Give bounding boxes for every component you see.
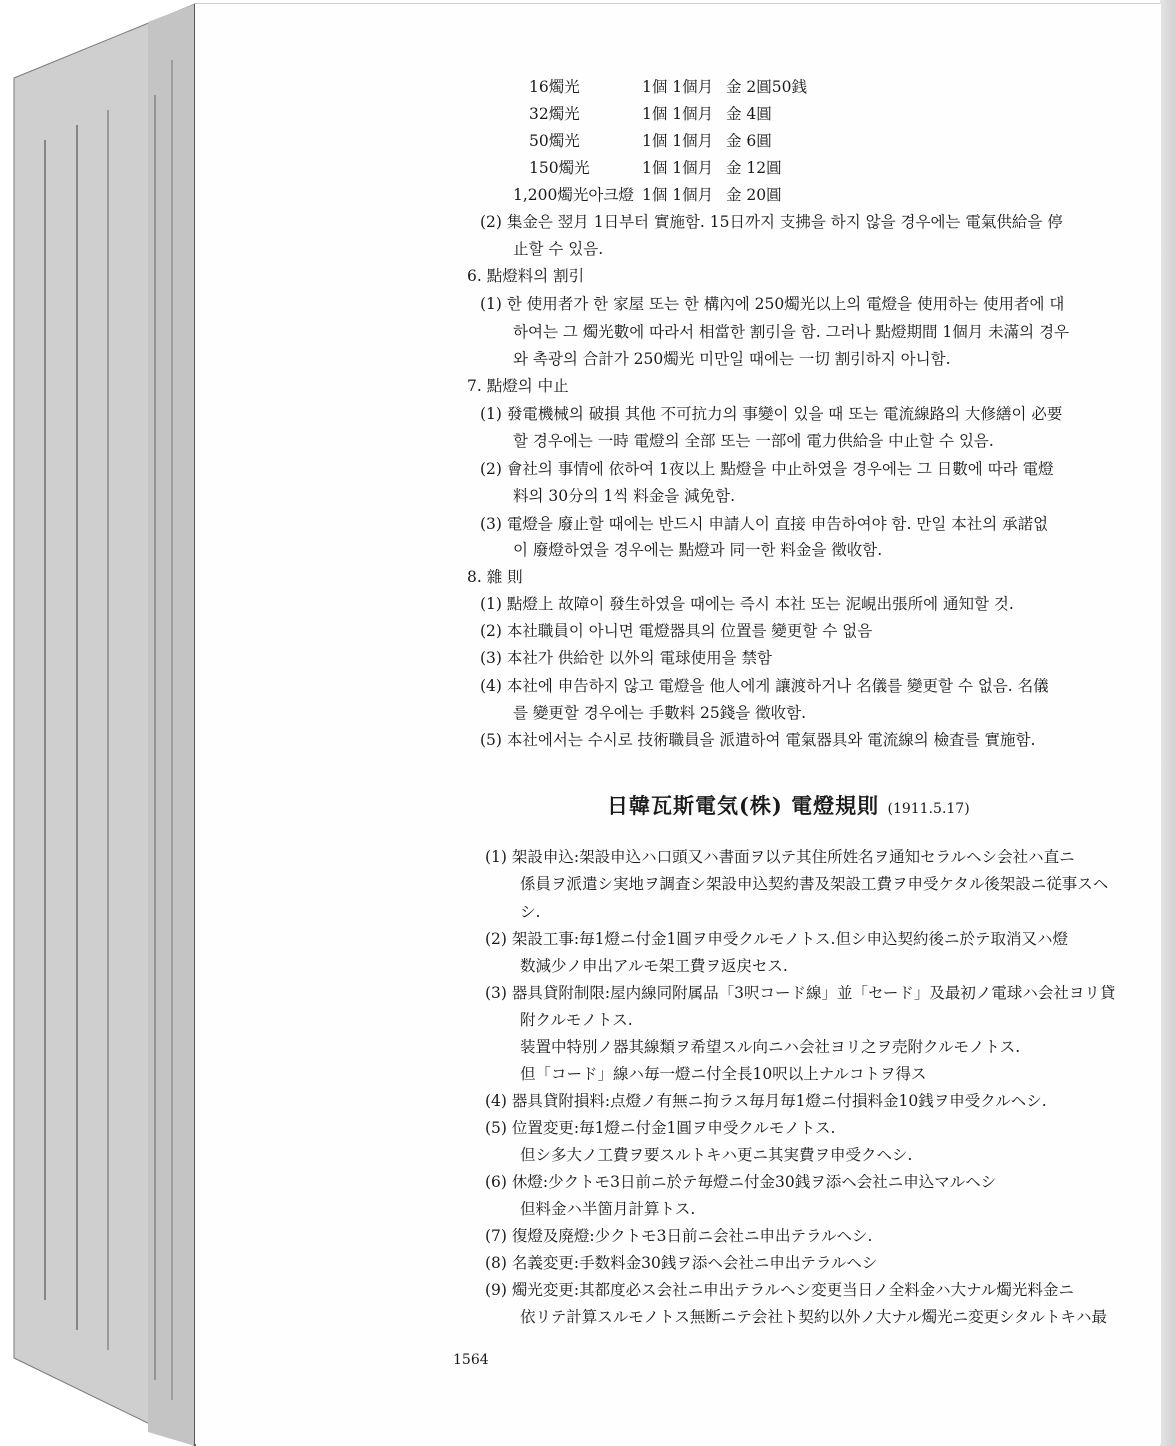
rule-line: (2) 架設工事:毎1燈ニ付金1圓ヲ申受クルモノトス.但シ申込契約後ニ於テ取消又ハ燈 <box>485 930 1068 948</box>
rate-price: 金 2圓50銭 <box>726 78 808 96</box>
text-line: (5) 本社에서는 수시로 技術職員을 派遣하여 電氣器具와 電流線의 檢査를 實施함. <box>480 731 1036 749</box>
text-line: 料의 30分의 1씩 料金을 減免함. <box>513 487 736 505</box>
rule-line: (6) 休燈:少クトモ3日前ニ於テ毎燈ニ付金30銭ヲ添ヘ会社ニ申込マルヘシ <box>485 1173 997 1191</box>
rule-line: (3) 器具貸附制限:屋内線同附属品「3呎コード線」並「セード」及最初ノ電球ハ会社ヨリ貸 <box>485 984 1116 1002</box>
text-line: 6. 點燈料의 割引 <box>467 267 585 285</box>
rate-price: 金 20圓 <box>726 186 782 204</box>
rule-line: 係員ヲ派遣シ実地ヲ調査シ架設申込契約書及架設工費ヲ申受ケタル後架設ニ従事スヘ <box>520 875 1109 893</box>
rate-unit: 1個 1個月 <box>642 132 714 150</box>
rule-line: 但「コード」線ハ毎一燈ニ付全長10呎以上ナルコトヲ得ス <box>520 1065 927 1083</box>
text-line: 止할 수 있음. <box>513 240 604 258</box>
text-line: (4) 本社에 申告하지 않고 電燈을 他人에게 讓渡하거나 名儀를 變更할 수 없음. 名儀 <box>480 677 1049 695</box>
rule-line: (7) 復燈及廃燈:少クトモ3日前ニ会社ニ申出テラルヘシ. <box>485 1227 873 1245</box>
document-title <box>607 790 970 820</box>
text-line: 를 變更할 경우에는 手數料 25錢을 徵收함. <box>513 704 807 722</box>
text-line: (2) 集金은 翌月 1日부터 實施함. 15日까지 支拂을 하지 않을 경우에는 電氣供給을 停 <box>480 213 1063 231</box>
text-line: (1) 發電機械의 破損 其他 不可抗力의 事變이 있을 때 또는 電流線路의 大修繕이 必要 <box>480 405 1063 423</box>
text-line: (2) 本社職員이 아니면 電燈器具의 位置를 變更할 수 없음 <box>480 622 873 640</box>
text-line: 하여는 그 燭光數에 따라서 相當한 割引을 함. 그러나 點燈期間 1個月 未滿의 경우 <box>513 323 1070 341</box>
text-line: (2) 會社의 事情에 依하여 1夜以上 點燈을 中止하였을 경우에는 그 日數에 따라 電燈 <box>480 460 1054 478</box>
rate-lamp: 32燭光 <box>529 105 580 123</box>
rate-lamp: 1,200燭光아크燈 <box>513 186 634 204</box>
rate-unit: 1個 1個月 <box>642 159 714 177</box>
rate-lamp: 150燭光 <box>529 159 590 177</box>
page-right-shadow <box>1160 0 1175 1446</box>
rule-line: (5) 位置変更:毎1燈ニ付金1圓ヲ申受クルモノトス. <box>485 1119 836 1137</box>
text-line: 이 廢燈하였을 경우에는 點燈과 同一한 料金을 徵收함. <box>513 541 883 559</box>
text-line: (1) 한 使用者가 한 家屋 또는 한 構內에 250燭光以上의 電燈을 使用하는 使用者에 대 <box>480 295 1065 313</box>
rate-lamp: 50燭光 <box>529 132 580 150</box>
rate-price: 金 4圓 <box>726 105 772 123</box>
text-line: 7. 點燈의 中止 <box>467 377 569 395</box>
rule-line: 装置中特別ノ器其線類ヲ希望スル向ニハ会社ヨリ之ヲ売附クルモノトス. <box>520 1038 1021 1056</box>
page-number: 1564 <box>453 1352 489 1368</box>
rule-line: (4) 器具貸附損料:点燈ノ有無ニ拘ラス毎月毎1燈ニ付損料金10銭ヲ申受クルヘシ. <box>485 1092 1047 1110</box>
rule-line: シ. <box>520 903 541 921</box>
rate-unit: 1個 1個月 <box>642 186 714 204</box>
text-line: 와 촉광의 合計가 250燭光 미만일 때에는 一切 割引하지 아니함. <box>513 350 951 368</box>
rate-unit: 1個 1個月 <box>642 78 714 96</box>
text-line: (1) 點燈上 故障이 發生하였을 때에는 즉시 本社 또는 泥峴出張所에 通知할 것. <box>480 595 1014 613</box>
text-line: (3) 本社가 供給한 以外의 電球使用을 禁함 <box>480 649 772 667</box>
document-page <box>195 4 1161 1444</box>
rule-line: 但シ多大ノ工費ヲ要スルトキハ更ニ其実費ヲ申受クヘシ. <box>520 1146 913 1164</box>
text-line: 할 경우에는 一時 電燈의 全部 또는 一部에 電力供給을 中止할 수 있음. <box>513 432 994 450</box>
rule-line: (8) 名義変更:手数料金30銭ヲ添ヘ会社ニ申出テラルヘシ <box>485 1254 878 1272</box>
rate-unit: 1個 1個月 <box>642 105 714 123</box>
rate-price: 金 12圓 <box>726 159 782 177</box>
rule-line: 但料金ハ半箇月計算トス. <box>520 1200 696 1218</box>
rule-line: 附クルモノトス. <box>520 1011 633 1029</box>
title-date: (1911.5.17) <box>887 801 970 817</box>
title-text: 日韓瓦斯電気(株) 電燈規則 <box>607 793 880 818</box>
rule-line: (9) 燭光変更:其都度必ス会社ニ申出テラルヘシ変更当日ノ全料金ハ大ナル燭光料金ニ <box>485 1281 1074 1299</box>
rate-price: 金 6圓 <box>726 132 772 150</box>
rule-line: 数減少ノ申出アルモ架工費ヲ返戻セス. <box>520 957 788 975</box>
text-line: 8. 雜 則 <box>467 568 523 586</box>
rule-line: 依リテ計算スルモノトス無断ニテ会社ト契約以外ノ大ナル燭光ニ変更シタルトキハ最 <box>520 1308 1107 1326</box>
text-line: (3) 電燈을 廢止할 때에는 반드시 申請人이 直接 申告하여야 함. 만일 本社의 承諾없 <box>480 515 1049 533</box>
rule-line: (1) 架設申込:架設申込ハ口頭又ハ書面ヲ以テ其住所姓名ヲ通知セラルヘシ会社ハ直ニ <box>485 848 1075 866</box>
rate-lamp: 16燭光 <box>529 78 580 96</box>
